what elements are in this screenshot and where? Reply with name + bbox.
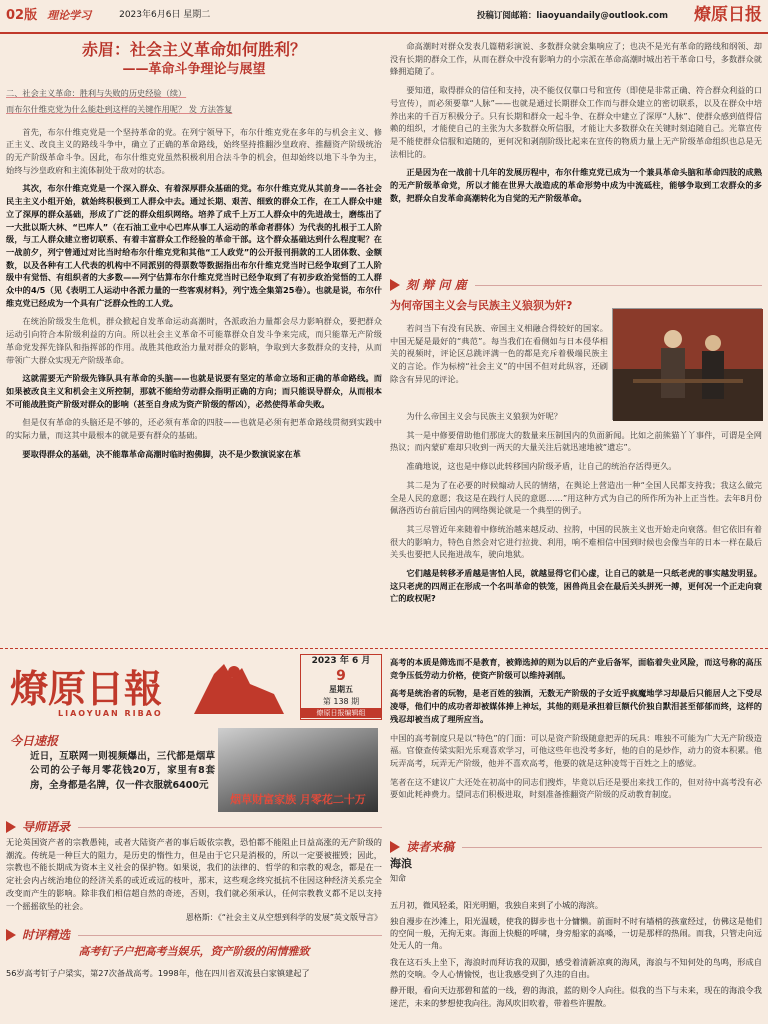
paragraph: 首先，布尔什维克党是一个坚持革命的党。在列宁领导下，布尔什维克党在多年的与机会主义、修正主义、改良主义的路线斗争中，确立了正确的革命路线，始终坚持推翻沙皇政府、推翻资产阶级统治的无产阶级革命斗争。因此，布尔什维克党虽然积极利用合法斗争的机会，但却始终以地下斗争为主，始终与沙皇政府和主流体制处于敌对的状态。 bbox=[6, 126, 382, 175]
paragraph: 其二是为了在必要的时候煽动人民的情绪，在舆论上营造出一种“全国人民都支持我；我这么做完全是人民的意愿；我这是在践行人民的意愿……”用这种方式为自己的所作所为补上正当性。去年8月份佩洛西访台前后国内的网络舆论就是一个典型的例子。 bbox=[390, 479, 762, 516]
paragraph: 若问当下有没有民族、帝国主义相融合得较好的国家。中国无疑是最好的“典范”。每当我们在看侧如与日本侵华相关的视频时，评论区总跳评满一色的都是充斥着极端民族主义的言论。作为标榜“社会主义”的中国不但对此纵容，还刷除含有异见的评论。 bbox=[390, 323, 608, 384]
divider bbox=[78, 935, 382, 936]
paragraph: 五月初，微风轻柔，阳光明媚，我独自来到了小城的海滨。 bbox=[390, 899, 603, 910]
edition-label: 02版 bbox=[6, 8, 38, 24]
reader-article bbox=[390, 856, 762, 1022]
paragraph: 它们越是转移矛盾越是害怕人民，就越显得它们心虚，让自己的就是一只纸老虎的事实越发明显。这只老虎的四周正在形成一个名叫革命的铁笼，困兽尚且会在最后关头拼死一搏，更何况一个正走向衰亡的政权呢? bbox=[390, 568, 762, 604]
paragraph: 但是仅有革命的头脑还是不够的，还必须有革命的四肢——也就是必须有把革命路线贯彻到实践中的实际力量，而这其中最根本的就是要有群众的基础。 bbox=[6, 417, 382, 441]
issue-day: 9 bbox=[336, 667, 346, 684]
paragraph: 要取得群众的基础，决不能靠革命高潮时临时抱佛脚，决不是少数演说家在革 bbox=[22, 448, 301, 459]
issue-date: 2023年6月6日 星期二 bbox=[119, 10, 211, 21]
reader-title: 海浪 bbox=[390, 857, 412, 870]
page-fold-divider bbox=[0, 648, 768, 649]
article-title: 赤眉：社会主义革命如何胜利？ bbox=[81, 40, 306, 59]
section-bar-mentor bbox=[6, 818, 382, 836]
issue-info-box bbox=[300, 654, 382, 720]
commentary-right bbox=[390, 656, 762, 832]
debate-body bbox=[390, 408, 762, 630]
section-bar-commentary bbox=[6, 926, 382, 944]
divider bbox=[475, 285, 762, 286]
chapter-heading: 二、社会主义革命：胜利与失败的历史经验（续） bbox=[6, 87, 187, 98]
issue-editor: 燎原日报编辑组 bbox=[301, 708, 381, 719]
section-bar-debate bbox=[390, 276, 762, 294]
reader-author: 知命 bbox=[390, 873, 406, 883]
masthead-logo: 燎原日報 bbox=[10, 666, 163, 711]
paragraph: 其三尽管近年来随着中修统治越来越反动、拉胯，中国的民族主义也开始走向衰落。但它依旧有着很大的影响力，特色自然会对它进行拉拢、利用，响不难相信中国到时候也会像当年的日本一样在最后关头也要把人民拖进战车，驶向地狱。 bbox=[390, 523, 762, 560]
revolutionary-figure-image bbox=[184, 654, 294, 720]
divider bbox=[462, 847, 762, 848]
debate-title: 为何帝国主义会与民族主义狼狈为奸? bbox=[390, 299, 573, 312]
mentor-source: 恩格斯：《“社会主义从空想到科学的发展”英文版导言》 bbox=[185, 913, 382, 922]
mentor-text: 无论英国资产者的宗教愚钝，或者大陆资产者的事后皈依宗教，恐怕都不能阻止日益高涨的无产阶级的潮流。传统是一种巨大的阻力，是历史的惰性力，但是由于它只是消极的，所以一定要被摧毁；因此，宗教也不能长期成为资本主义社会的保护物。如果说，我们的法律的、哲学的和宗教的观念，都是在一定社会内占统治地位的经济关系的或近或远的枝叶，那末，这些观念终究抵抗不住因这种经济关系完全改变而产生的影响。除非我们相信超自然的奇迹，否则，我们就必须承认，任何宗教教义都不足以支持一个摇摇欲坠的社会。 bbox=[6, 837, 382, 911]
header-bar bbox=[0, 0, 768, 34]
triangle-icon bbox=[390, 841, 400, 853]
issue-weekday: 星期五 bbox=[329, 684, 353, 694]
commentary-text: 56岁高考钉子户梁实，第27次备战高考。1998年，他在四川省双流县白家镇建起了 bbox=[6, 967, 310, 978]
divider bbox=[78, 827, 382, 828]
section-label: 刻 辩 问 鹿 bbox=[406, 278, 467, 292]
paragraph: 为什么帝国主义会与民族主义狼狈为奸呢？ bbox=[406, 411, 562, 421]
today-news-body bbox=[30, 750, 215, 812]
paragraph: 独自漫步在沙滩上，阳光温暖，使我的脚步也十分慵懒。前面时不时有墙梢的孩童经过，仿佛这是他们的空间一般，无拘无束。海面上快艇的呼啸，身旁船家的高嗓，一切是那样的热闹。而我，只管走向远处无人的一角。 bbox=[390, 915, 762, 951]
article-question: 而布尔什维克党为什么能赴到这样的关键作用呢？ 发 方法答复 bbox=[6, 104, 233, 115]
news-photo bbox=[218, 728, 378, 812]
today-news-text: 近日，互联网一则视频爆出，三代都是烟草公司的公子每月零花钱20万，家里有8套房，全身都是名牌，仅一件衣服就6400元 bbox=[30, 751, 215, 791]
paragraph: 其次，布尔什维克党是一个深入群众、有着深厚群众基础的党。布尔什维克党从其前身——各社会民主主义小组开始，就始终积极到工人群众中去。通过长期、艰苦、细致的群众工作，在工人群众中建立了深厚的群众基础，形成了广泛的群众组织网络。培养了成千上万工人群众中的先进战士，磨练出了一大批以斯大林、“巴库人”（在石油工业中心巴库从事工人运动的革命者群体）为代表的扎根于工人阶级，与工人群众建立密切联系、有着丰富群众工作经验的革命干部。这个群众基础达到什么程度呢？在一战前夕，列宁曾通过对比当时给布尔什维克党和其他“工人政党”的公开报刊捐款的工人团体数、金额数，以及各种有工人代表的机构中不同派别的得票数等数据指出布尔什维克党当时已经争取到了工人阶级中有觉悟、有组织者的大多数——列宁估算布尔什维克党当时已经争取到了有初步政治觉悟的工人群众中的4/5（见《表明工人运动中各派力量的一些客观材料》，列宁选全集第25卷）。也就是说，布尔什维克党已经成为一个具有广泛群众性的工人党。 bbox=[6, 183, 382, 308]
section-label: 理论学习 bbox=[47, 8, 92, 22]
section-label: 时评精选 bbox=[22, 928, 71, 942]
painting-figures bbox=[613, 309, 763, 421]
masthead-pinyin: LIAOYUAN RIBAO bbox=[58, 709, 163, 718]
header-logo: 燎原日报 bbox=[694, 5, 762, 26]
paragraph: 高考是统治者的玩物，是老百姓的独酒，无数无产阶级的子女近乎疯魔地学习却最后只能居人之下受尽凌辱，他们中的成功者却被媒体捧上神坛，其他的则是承担着巨额代价独自默泪甚至郁郁而终，这样的残忍却被当成了理所应当。 bbox=[390, 688, 762, 724]
article-continued bbox=[390, 40, 762, 265]
paragraph: 静开眼，看向天边那碧和蓝的一线，碧的海浪，蓝的则令人向往。似我的当下与未来，现在的海浪令我迷茫，未来的梦想使我向往。海风吹旧吹着，带着些许腥散。 bbox=[390, 985, 762, 1008]
section-label: 读者来稿 bbox=[406, 840, 455, 854]
commentary-title: 高考钉子户把高考当娱乐，资产阶级的闲情雅致 bbox=[78, 945, 310, 958]
commentary-left bbox=[6, 944, 382, 1022]
triangle-icon bbox=[390, 279, 400, 291]
triangle-icon bbox=[6, 929, 16, 941]
section-label: 导师语录 bbox=[22, 820, 71, 834]
issue-year-month: 2023 年 6 月 bbox=[311, 656, 371, 666]
paragraph: 在统治阶级发生危机，群众掀起自发革命运动高潮时，各派政治力量都会尽力影响群众，要把群众运动引向符合本阶级利益的方向。所以社会主义革命不可能靠群众自发斗争来完成，而只能靠无产阶级革命党发挥先锋队和指挥部的作用。战胜其他政治力量对群众的影响，争取到大多数群众的支持，从而带领广大群众实现无产阶级革命。 bbox=[6, 316, 382, 365]
section-label: 今日速报 bbox=[10, 734, 59, 748]
paragraph: 这就需要无产阶级先锋队具有革命的头脑——也就是说要有坚定的革命立场和正确的革命路线。而如果被改良主义和机会主义所控制，那就不能给劳动群众指明正确的方向；而只能误导群众，从而根本不可能战胜资产阶级对群众的影响（甚至自身成为资产阶级的帮凶），必然使得革命失败。 bbox=[6, 373, 382, 409]
mentor-quote bbox=[6, 836, 382, 922]
paragraph: 命高潮时对群众发表几篇精彩演说、多数群众就会集响应了；也决不是光有革命的路线和纲领、却没有长期的群众工作，从而在群众中没有影响力的小宗派在革命高潮时城出若干革命口号，多数群众就蜂拥追随了。 bbox=[390, 41, 762, 77]
paragraph: 中国的高考制度只是以“特色”的门面：可以是资产阶级随意把弄的玩具：唯独不可能为广大无产阶级造福。官僚查传梁实阳光乐观喜欢学习，可他这些年也没考多好，他的自的是炒作，动力的资本积累。他玩弄高考，玩弄无产阶级，他并不喜欢高考，他要的就是这种凌驾于百姓之上的感觉。 bbox=[390, 732, 762, 768]
section-bar-reader bbox=[390, 838, 762, 856]
news-photo-caption: 烟草财富家族 月零花二十万 bbox=[230, 792, 366, 806]
issue-number: 第 138 期 bbox=[322, 696, 360, 706]
revolution-painting-image bbox=[612, 308, 762, 420]
article-subtitle: ——革命斗争理论与展望 bbox=[122, 61, 266, 77]
contribute-email[interactable]: 投稿订阅邮箱：liaoyuandaily@outlook.com bbox=[476, 10, 668, 21]
paragraph: 要知道，取得群众的信任和支持，决不能仅仅靠口号和宣传（即使是非常正确、符合群众利益的口号宣传），而必须要靠“人脉”——也就是通过长期群众工作而与群众建立的密切联系，以及在群众中培养出来的千百万积极分子。只有长期和群众一起斗争、在群众中建立了深厚“人脉”、使群众感到值得信赖的组织，才能使自己的主张为大多数群众所信服，才能让大多数群众在关键时刻追随自己。光靠宣传是不能使群众信服和追随的，更何况和剥削阶级比起来在宣传的物质力量上无产阶级革命组织也总是无法相比的。 bbox=[390, 85, 762, 159]
section-bar-news bbox=[10, 732, 210, 750]
paragraph: 准确地说，这也是中修以此转移国内阶级矛盾，让自己的统治存活得更久。 bbox=[406, 461, 677, 472]
paragraph: 笔者在这不建议广大还处在初高中的同志们搜炸，毕竟以后还是要出来找工作的，但对待中高考没有必要如此耗神费力。望同志们积极进取，时刻准备推翻资产阶级的反动教育制度。 bbox=[390, 776, 762, 800]
article-main bbox=[6, 40, 382, 640]
paragraph: 我在这石头上坐下，海浪时而拜访我的双脚，感受着清新凉爽的海风，海浪与不知何处的鸟鸣，形成自然的交响。令人心情愉悦，也让我感受到了久违的自由。 bbox=[390, 956, 762, 979]
triangle-icon bbox=[6, 821, 16, 833]
paragraph: 高考的本质是筛选而不是教育，被筛选掉的则为以后的产业后备军，面临着失业风险，而这号称的高压竞争压低劳动力价格，使资产阶级可以维持剥削。 bbox=[390, 657, 762, 680]
paragraph: 正是因为在一战前十几年的发展历程中，布尔什维克党已成为一个兼具革命头脑和革命四肢的成熟的无产阶级革命党，所以才能在世界大战造成的革命形势中成为中流砥柱，能够争取到工农群众的多数，把群众自发革命高潮转化为自觉的无产阶级革命。 bbox=[390, 167, 762, 203]
paragraph: 其一是中修要借助他们那庞大的数量来压制国内的负面新闻。比如之前熊猫丫丫事件，可谓是全网热议；而内蒙矿难却只收到一两天的大量关注后就迅速地被“遗忘”。 bbox=[390, 429, 762, 453]
